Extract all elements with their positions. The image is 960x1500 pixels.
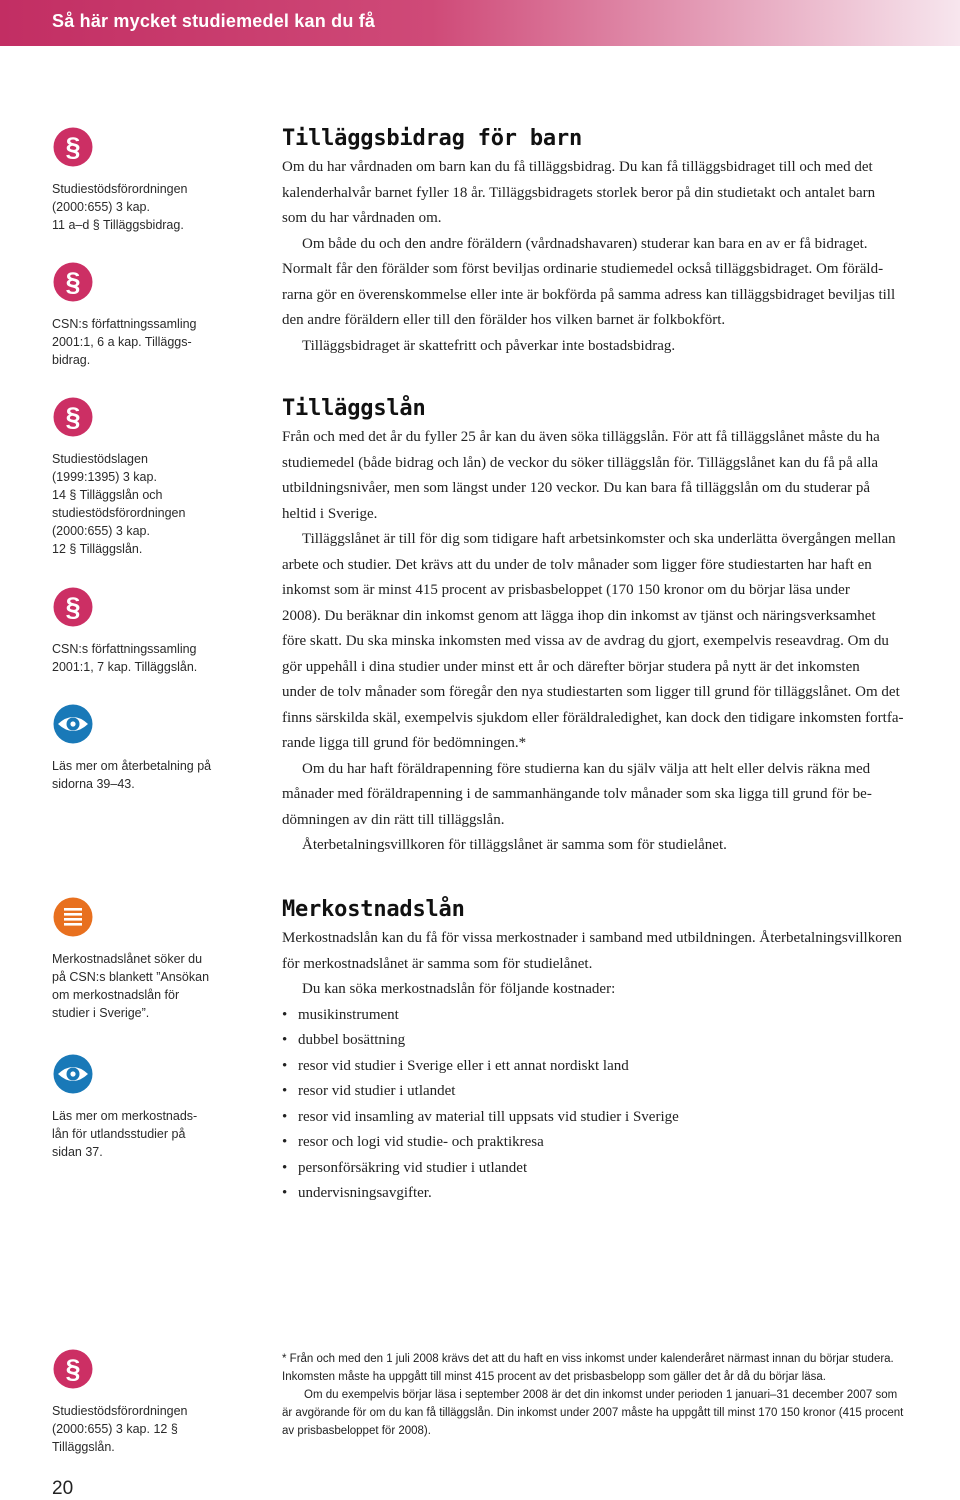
- sidebar-note-3: [52, 396, 232, 558]
- sidebar-line: Läs mer om merkostnads-: [52, 1109, 198, 1123]
- list-item: • musikinstrument: [282, 1003, 958, 1029]
- sidebar-line: 2001:1, 6 a kap. Tilläggs-: [52, 335, 192, 349]
- section-heading: Tilläggsbidrag för barn: [282, 126, 583, 151]
- body-line: studiemedel (både bidrag och lån) de veckor du söker tilläggslån för. Tilläggslånet kan du få på alla: [282, 454, 879, 471]
- body-line: som du har vårdnaden om.: [282, 210, 442, 226]
- sidebar-line: bidrag.: [52, 353, 91, 367]
- svg-text:§: §: [65, 132, 81, 162]
- body-line: för merkostnadslånet är samma som för studielånet.: [282, 955, 593, 972]
- list-item: • resor och logi vid studie- och praktikresa: [282, 1130, 958, 1156]
- body-line: Normalt får den förälder som först beviljas ordinarie studiemedel också tilläggsbidraget. Om föräld-: [282, 261, 884, 277]
- body-line: gör uppehåll i dina studier under minst ett år och därefter börjar studera på nytt är det inkomsten: [282, 658, 860, 675]
- sidebar-line: Studiestödslagen: [52, 452, 148, 466]
- body-line: kalenderhalvår barnet fyller 18 år. Tilläggsbidragets storlek beror på din studietakt och antalet barn: [282, 184, 876, 201]
- sidebar-line: CSN:s författningssamling: [52, 317, 197, 331]
- body-line: Om du har vårdnaden om barn kan du få tilläggsbidrag. Du kan få tilläggsbidraget till och med det: [282, 159, 873, 175]
- page-title: Så här mycket studiemedel kan du få: [52, 11, 376, 31]
- cost-list: [282, 1003, 958, 1207]
- page-number: 20: [52, 1478, 74, 1499]
- body-line: heltid i Sverige.: [282, 505, 378, 522]
- sidebar-line: (1999:1395) 3 kap.: [52, 470, 157, 484]
- sidebar-line: på CSN:s blankett ”Ansökan: [52, 970, 210, 984]
- page-banner: [0, 0, 960, 46]
- body-line: inkomst som är minst 415 procent av prisbasbeloppet (170 150 kronor om du börjar läsa under: [282, 582, 850, 598]
- list-item: • undervisningsavgifter.: [282, 1181, 958, 1207]
- body-line: den andre föräldern eller till den förälder hos vilken barnet är folkbokfört.: [282, 312, 726, 328]
- footnote-line: Om du exempelvis börjar läsa i september 2008 är det din inkomst under perioden 1 januari–31 december 2007 som: [304, 1389, 898, 1401]
- paragraph-icon: [52, 126, 94, 168]
- sidebar-line: sidorna 39–43.: [52, 777, 135, 791]
- svg-text:§: §: [65, 1354, 81, 1384]
- sidebar-line: (2000:655) 3 kap.: [52, 524, 150, 538]
- section-heading: Merkostnadslån: [282, 897, 465, 922]
- sidebar-line: (2000:655) 3 kap. 12 §: [52, 1422, 178, 1436]
- form-icon: [52, 896, 94, 938]
- list-item: • resor vid studier i utlandet: [282, 1079, 958, 1105]
- list-item: • personförsäkring vid studier i utlandet: [282, 1156, 958, 1182]
- list-item: • dubbel bosättning: [282, 1028, 958, 1054]
- sidebar-line: Studiestödsförordningen: [52, 1404, 188, 1418]
- body-line: Återbetalningsvillkoren för tilläggslånet är samma som för studielånet.: [302, 837, 727, 853]
- sidebar-note-2: [52, 261, 232, 369]
- paragraph-icon: [52, 261, 94, 303]
- paragraph-icon: [52, 1348, 94, 1390]
- eye-icon: [52, 703, 94, 745]
- body-line: Om du har haft föräldrapenning före studierna kan du själv välja att helt eller delvis räkna med: [302, 760, 871, 777]
- svg-text:§: §: [65, 402, 81, 432]
- body-line: 2008). Du beräknar din inkomst genom att lägga ihop din inkomst av tjänst och näringsverksamhet: [282, 607, 876, 624]
- body-line: under de tolv månader som föregår den nya studiestarten som ligger till grund för tilläggslånet. Om det: [282, 684, 900, 700]
- list-item: • resor vid insamling av material till uppsats vid studier i Sverige: [282, 1105, 958, 1131]
- paragraph-icon: [52, 586, 94, 628]
- sidebar-note-7: [52, 1053, 232, 1161]
- body-line: Från och med det år du fyller 25 år kan du även söka tilläggslån. För att få tilläggslånet måste du ha: [282, 429, 880, 445]
- list-item: • resor vid studier i Sverige eller i ett annat nordiskt land: [282, 1054, 958, 1080]
- sidebar-line: Merkostnadslånet söker du: [52, 952, 203, 966]
- section-tillaggslan: [282, 396, 958, 859]
- sidebar-note-1: [52, 126, 232, 234]
- eye-icon: [52, 1053, 94, 1095]
- sidebar-line: Tilläggslån.: [52, 1440, 115, 1454]
- body-line: Du kan söka merkostnadslån för följande kostnader:: [302, 981, 616, 997]
- sidebar-line: 2001:1, 7 kap. Tilläggslån.: [52, 660, 198, 674]
- body-line: före skatt. Du ska minska inkomsten med vissa av de avdrag du gjort, exempelvis reseavdrag. Om du: [282, 633, 889, 649]
- footnote-line: är avgörande för om du kan få tilläggslån. Din inkomst under 2007 måste ha uppgått till minst 170 150 kronor (415 procent: [282, 1407, 904, 1419]
- section-tillaggsbidrag: [282, 126, 958, 359]
- section-heading: Tilläggslån: [282, 396, 426, 421]
- sidebar-line: studiestödsförordningen: [52, 506, 186, 520]
- sidebar-line: studier i Sverige”.: [52, 1006, 150, 1020]
- sidebar-note-4: [52, 586, 232, 676]
- section-merkostnadslan: [282, 897, 958, 1207]
- body-line: Tilläggslånet är till för dig som tidigare haft arbetsinkomster och ska underlätta övergången mellan: [302, 531, 896, 547]
- sidebar-note-5: [52, 703, 232, 793]
- sidebar-line: 11 a–d § Tilläggsbidrag.: [52, 218, 184, 232]
- body-line: månader med föräldrapenning i de sammanhängande tolv månader som ska ligga till grund för be-: [282, 786, 872, 802]
- footnote-line: * Från och med den 1 juli 2008 krävs det att du haft en viss inkomst under kalenderåret närmast innan du börjar studera.: [282, 1353, 894, 1365]
- body-line: rarna gör en överenskommelse eller inte är bokförda på samma adress kan tilläggsbidraget beviljas till: [282, 286, 896, 303]
- sidebar-line: (2000:655) 3 kap.: [52, 200, 150, 214]
- body-line: arbete och studier. Det krävs att du under de tolv månader som ligger före studiestarten har haft en: [282, 556, 872, 573]
- body-line: rande ligga till grund för bedömningen.*: [282, 735, 527, 751]
- footnote-line: av prisbasbeloppet för 2008).: [282, 1425, 431, 1437]
- body-line: dömningen av din rätt till tilläggslån.: [282, 811, 505, 828]
- body-line: utbildningsnivåer, men som längst under 120 veckor. Du kan bara få tilläggslån om du studerar på: [282, 480, 871, 496]
- sidebar-line: sidan 37.: [52, 1145, 103, 1159]
- body-line: finns särskilda skäl, exempelvis sjukdom eller föräldraledighet, kan dock den tidigare inkomsten fortfa-: [282, 709, 904, 726]
- sidebar-line: Läs mer om återbetalning på: [52, 759, 212, 773]
- sidebar-line: Studiestödsförordningen: [52, 182, 188, 196]
- sidebar-line: om merkostnadslån för: [52, 988, 180, 1002]
- footnote: [282, 1350, 958, 1440]
- body-line: Om både du och den andre föräldern (vårdnadshavaren) studerar kan bara en av er få bidraget.: [302, 235, 868, 252]
- sidebar-note-6: [52, 896, 232, 1022]
- svg-text:§: §: [65, 592, 81, 622]
- footnote-line: Inkomsten måste ha uppgått till minst 415 procent av det prisbasbelopp som gäller det år då du börjar läsa.: [282, 1371, 826, 1383]
- sidebar-line: 12 § Tilläggslån.: [52, 542, 143, 556]
- sidebar-note-8: [52, 1348, 232, 1456]
- body-line: Tilläggsbidraget är skattefritt och påverkar inte bostadsbidrag.: [302, 337, 676, 354]
- sidebar-line: CSN:s författningssamling: [52, 642, 197, 656]
- svg-text:§: §: [65, 267, 81, 297]
- body-line: Merkostnadslån kan du få för vissa merkostnader i samband med utbildningen. Återbetalningsvillkoren: [282, 930, 902, 946]
- paragraph-icon: [52, 396, 94, 438]
- sidebar-line: lån för utlandsstudier på: [52, 1127, 186, 1141]
- sidebar-line: 14 § Tilläggslån och: [52, 488, 163, 502]
